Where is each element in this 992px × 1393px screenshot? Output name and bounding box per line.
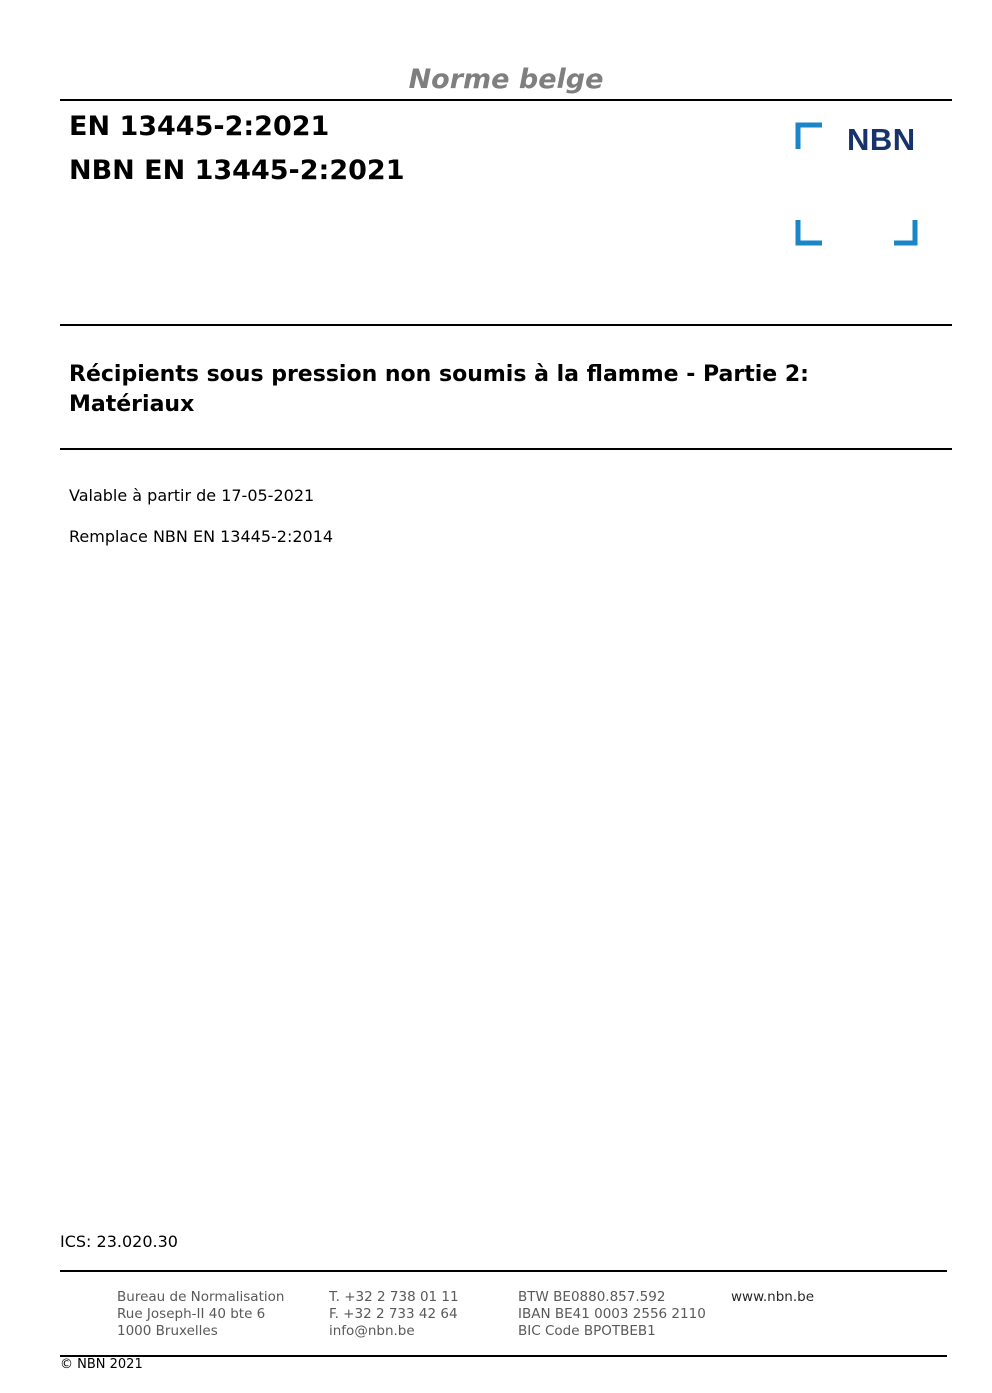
title-top-divider: [60, 324, 952, 326]
website-link: www.nbn.be: [731, 1289, 815, 1305]
validity-date: Valable à partir de 17-05-2021: [69, 486, 315, 505]
document-title-line-2: Matériaux: [69, 392, 195, 417]
header-divider: [60, 99, 952, 101]
european-standard-id: EN 13445-2:2021: [69, 111, 330, 142]
footer-phone: T. +32 2 738 01 11: [329, 1289, 459, 1305]
replaces-standard: Remplace NBN EN 13445-2:2014: [69, 527, 334, 546]
document-title: [69, 360, 929, 420]
footer-bottom-divider: [60, 1355, 947, 1357]
footer-website: [731, 1289, 814, 1306]
belgian-standard-id: NBN EN 13445-2:2021: [69, 155, 405, 186]
footer-fax: F. +32 2 733 42 64: [329, 1306, 458, 1322]
footer-address: [117, 1289, 284, 1340]
ics-code: ICS: 23.020.30: [60, 1232, 178, 1251]
footer-iban: IBAN BE41 0003 2556 2110: [518, 1306, 706, 1322]
nbn-logo: [795, 122, 923, 248]
footer-bic: BIC Code BPOTBEB1: [518, 1323, 656, 1339]
copyright: © NBN 2021: [60, 1357, 143, 1372]
footer-vat: BTW BE0880.857.592: [518, 1289, 666, 1305]
title-bottom-divider: [60, 448, 952, 450]
header-label: Norme belge: [408, 64, 604, 95]
footer-address-line: Bureau de Normalisation: [117, 1289, 285, 1305]
footer-contact: [329, 1289, 459, 1340]
footer-address-line: 1000 Bruxelles: [117, 1323, 218, 1339]
footer-bank-details: [518, 1289, 706, 1340]
logo-text: NBN: [847, 122, 916, 157]
footer-top-divider: [60, 1270, 947, 1272]
footer-email: info@nbn.be: [329, 1323, 415, 1339]
footer-address-line: Rue Joseph-II 40 bte 6: [117, 1306, 266, 1322]
document-title-line-1: Récipients sous pression non soumis à la flamme - Partie 2:: [69, 362, 809, 387]
